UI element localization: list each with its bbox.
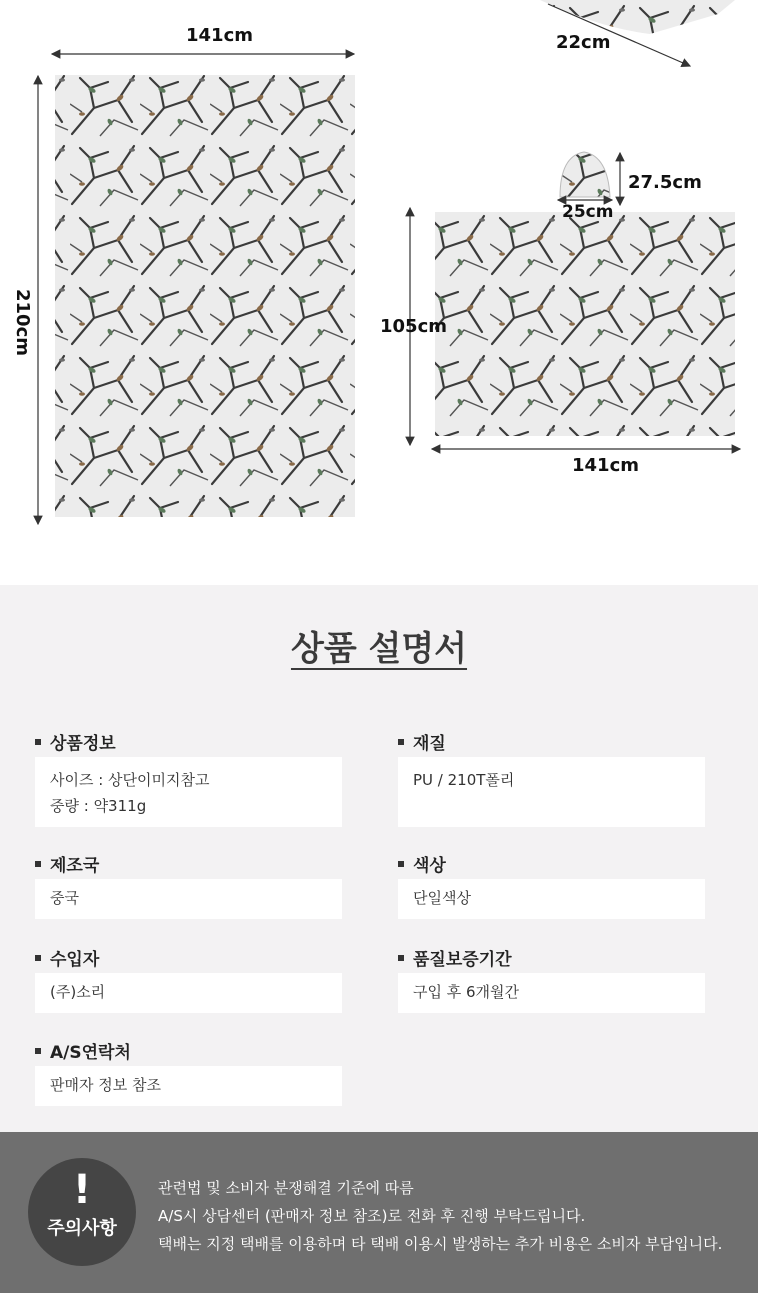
spec-label-as-contact: A/S연락처 xyxy=(35,1038,131,1063)
spec-label-importer: 수입자 xyxy=(35,945,99,970)
poncho-width-label: 141cm xyxy=(572,455,639,476)
spec-value-line: 단일색상 xyxy=(413,889,471,907)
notice-line: 관련법 및 소비자 분쟁해결 기준에 따름 xyxy=(158,1179,414,1197)
spec-value-product-info xyxy=(35,757,342,827)
blanket-image xyxy=(55,75,355,517)
spec-value-line: PU / 210T폴리 xyxy=(413,771,515,789)
spec-value-material xyxy=(398,757,705,827)
notice-line: A/S시 상담센터 (판매자 정보 참조)로 전화 후 진행 부탁드립니다. xyxy=(158,1207,586,1225)
spec-value-as-contact xyxy=(35,1066,342,1106)
notice-banner xyxy=(0,1132,758,1293)
pouch-width-label: 22cm xyxy=(556,32,611,53)
spec-value-color xyxy=(398,879,705,919)
pouch-image xyxy=(540,0,735,34)
notice-text xyxy=(158,1174,722,1258)
spec-value-line: 구입 후 6개월간 xyxy=(413,983,520,1001)
blanket-height-label: 210cm xyxy=(12,289,33,356)
exclamation-icon: ! xyxy=(72,1167,92,1213)
spec-value-line: 중량 : 약311g xyxy=(50,797,147,815)
hood-image xyxy=(560,152,610,197)
spec-value-warranty xyxy=(398,973,705,1013)
spec-label-product-info: 상품정보 xyxy=(35,729,116,754)
blanket-width-label: 141cm xyxy=(186,25,253,46)
size-diagram xyxy=(0,0,758,585)
spec-label-warranty: 품질보증기간 xyxy=(398,945,512,970)
spec-value-origin xyxy=(35,879,342,919)
size-diagram-graphic xyxy=(0,0,758,585)
spec-value-line: 사이즈 : 상단이미지참고 xyxy=(50,771,210,789)
notice-badge xyxy=(28,1158,136,1266)
spec-value-line: 중국 xyxy=(50,889,79,907)
spec-value-line: 판매자 정보 참조 xyxy=(50,1076,161,1094)
hood-height-label: 27.5cm xyxy=(628,172,702,193)
spec-title: 상품 설명서 xyxy=(290,629,468,669)
hood-width-label: 25cm xyxy=(562,202,614,222)
spec-value-line: (주)소리 xyxy=(50,983,106,1001)
spec-label-color: 색상 xyxy=(398,851,446,876)
notice-line: 택배는 지정 택배를 이용하며 타 택배 이용시 발생하는 추가 비용은 소비자 부담입니다. xyxy=(158,1235,723,1253)
poncho-height-label: 105cm xyxy=(380,316,447,337)
spec-value-importer xyxy=(35,973,342,1013)
spec-label-material: 재질 xyxy=(398,729,446,754)
spec-label-origin: 제조국 xyxy=(35,851,99,876)
product-description xyxy=(0,585,758,1132)
notice-badge-label: 주의사항 xyxy=(47,1218,117,1239)
poncho-image xyxy=(435,212,735,436)
